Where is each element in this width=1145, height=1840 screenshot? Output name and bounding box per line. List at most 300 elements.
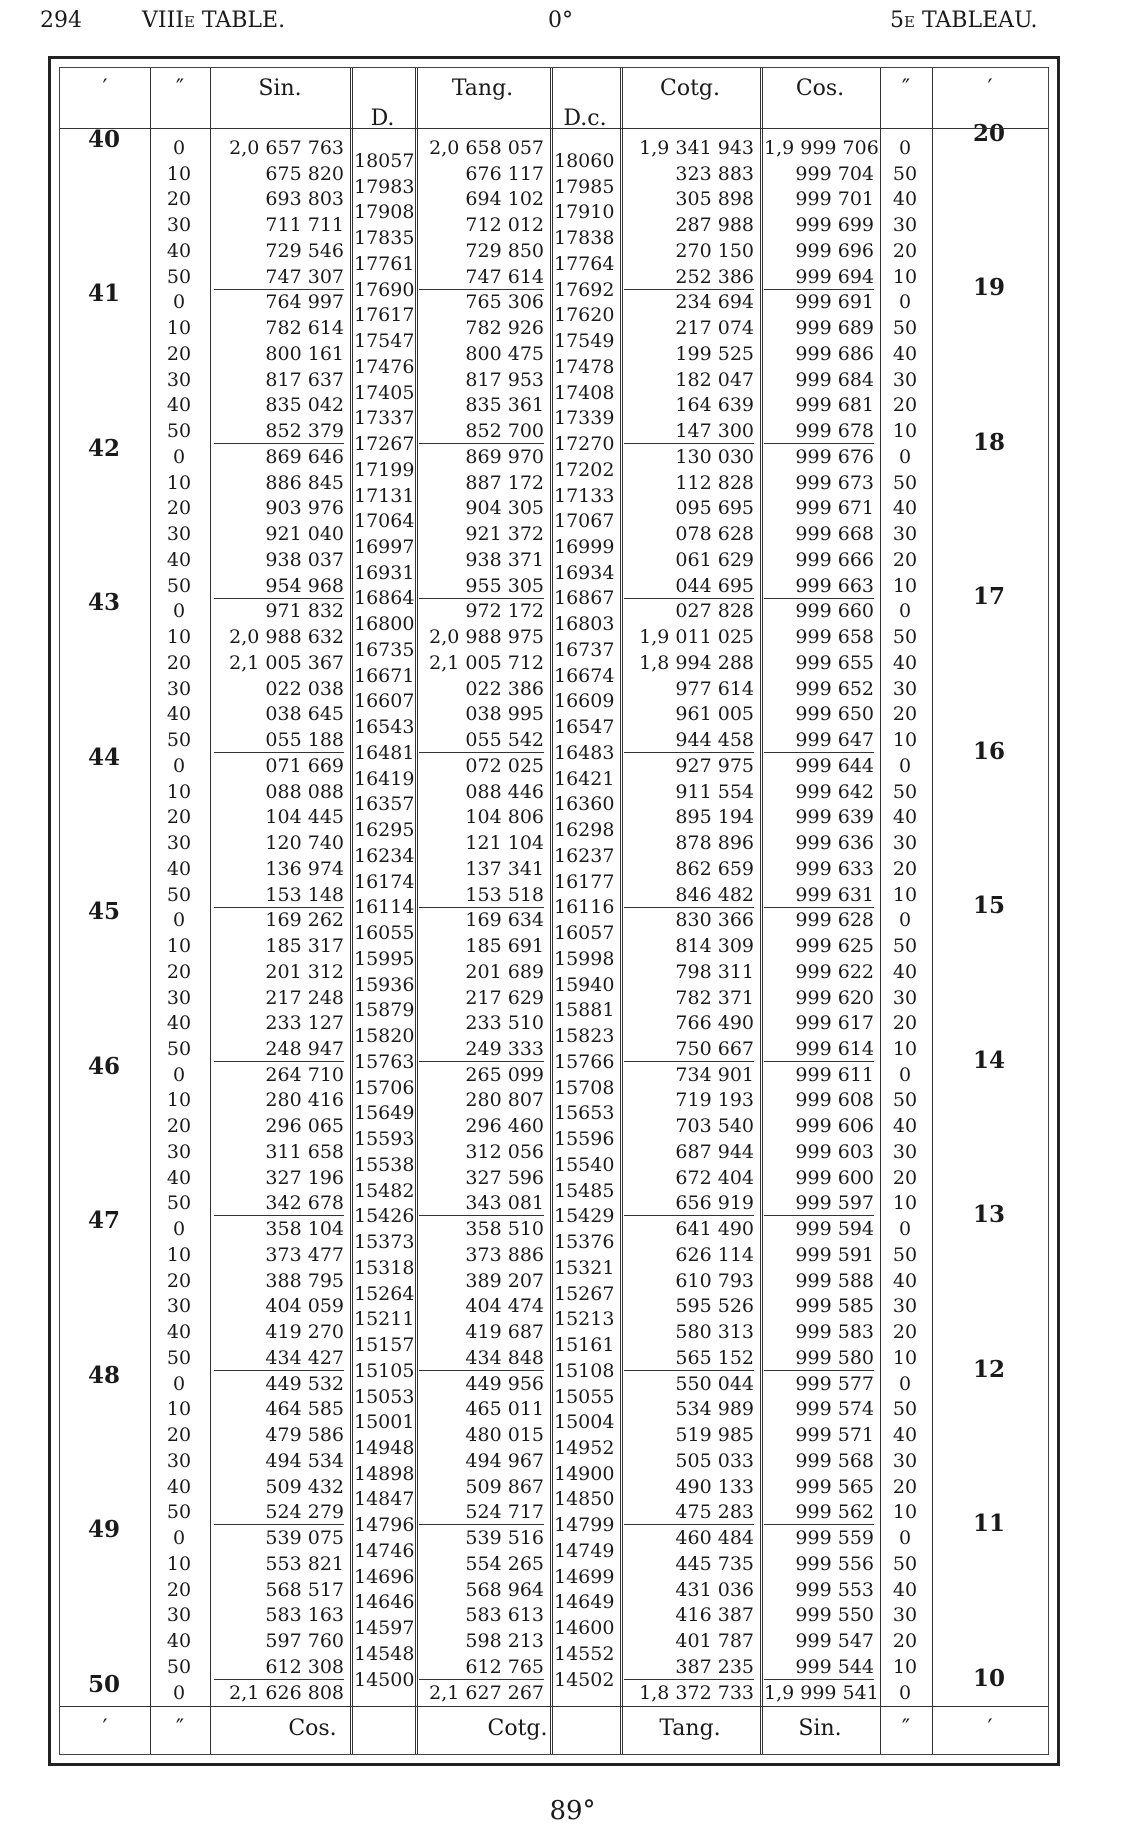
d-cell: 15706 [354, 1076, 415, 1099]
seconds-right-cell: 30 [892, 214, 918, 237]
dc-cell: 14600 [554, 1617, 615, 1640]
dc-cell: 14699 [554, 1565, 615, 1588]
tang-cell: 327 596 [465, 1166, 544, 1189]
seconds-cell: 10 [166, 780, 192, 803]
tang-cell: 729 850 [465, 239, 544, 262]
seconds-cell: 0 [172, 1681, 186, 1704]
dc-cell: 17692 [554, 278, 615, 301]
dc-cell: 14850 [554, 1488, 615, 1511]
tang-cell: 201 689 [465, 960, 544, 983]
seconds-right-cell: 40 [892, 1578, 918, 1601]
column-header: Cotg. [660, 76, 720, 101]
cotg-cell: 565 152 [624, 1346, 754, 1371]
cotg-cell: 199 525 [675, 342, 754, 365]
sin-cell: 088 088 [265, 780, 344, 803]
sin-cell: 597 760 [265, 1630, 344, 1653]
seconds-cell: 10 [166, 1243, 192, 1266]
seconds-cell: 10 [166, 162, 192, 185]
tang-cell: 449 956 [465, 1372, 544, 1395]
dc-cell: 14502 [554, 1668, 615, 1691]
d-cell: 17908 [354, 201, 415, 224]
d-cell: 16997 [354, 536, 415, 558]
degree-right-label: 15 [972, 892, 1005, 920]
d-cell: 17617 [354, 304, 415, 327]
dc-cell: 15596 [554, 1128, 615, 1151]
tang-cell: 296 460 [465, 1115, 544, 1138]
dc-cell: 17408 [554, 381, 615, 404]
dc-cell: 17478 [554, 355, 615, 378]
cos-cell: 999 606 [795, 1115, 874, 1138]
cotg-cell: 305 898 [675, 188, 754, 211]
cotg-cell: 095 695 [675, 497, 754, 520]
tang-cell: 524 717 [419, 1500, 544, 1525]
d-cell: 15001 [354, 1411, 415, 1434]
sin-cell: 327 196 [265, 1166, 344, 1189]
seconds-right-cell: 0 [898, 909, 912, 932]
table-rows [60, 68, 1048, 1754]
cotg-cell: 044 695 [624, 574, 754, 599]
column-footer: Tang. [659, 1716, 721, 1741]
tang-cell: 2,1 005 712 [429, 651, 544, 674]
tang-cell: 169 634 [465, 909, 544, 932]
sin-cell: 071 669 [265, 754, 344, 777]
seconds-cell: 20 [166, 1578, 192, 1601]
cotg-cell: 750 667 [624, 1037, 754, 1062]
seconds-right-cell: 30 [892, 986, 918, 1009]
d-cell: 16234 [354, 844, 415, 867]
seconds-right-cell: 40 [892, 806, 918, 829]
cos-cell: 999 617 [795, 1012, 874, 1035]
sin-cell: 553 821 [265, 1552, 344, 1575]
cotg-cell: 626 114 [675, 1243, 754, 1266]
dc-cell: 14900 [554, 1462, 615, 1485]
seconds-cell: 20 [166, 806, 192, 829]
d-cell: 16174 [354, 870, 415, 893]
d-cell: 15053 [354, 1385, 415, 1408]
d-cell: 14646 [354, 1591, 415, 1614]
seconds-right-cell: 50 [892, 1552, 918, 1575]
column-footer: Cos. [288, 1716, 337, 1741]
cotg-cell: 1,8 994 288 [639, 651, 754, 674]
cos-cell: 1,9 999 541 [764, 1681, 879, 1704]
cotg-cell: 550 044 [675, 1372, 754, 1395]
cotg-cell: 944 458 [624, 728, 754, 753]
d-cell: 16543 [354, 716, 415, 739]
column-header: Sin. [258, 76, 302, 101]
sin-cell: 568 517 [265, 1578, 344, 1601]
d-cell: 18057 [354, 149, 415, 172]
seconds-cell: 20 [166, 342, 192, 365]
cotg-cell: 687 944 [675, 1140, 754, 1163]
sin-cell: 419 270 [265, 1321, 344, 1344]
cos-cell: 999 701 [795, 188, 874, 211]
tang-cell: 373 886 [465, 1243, 544, 1266]
tang-cell: 554 265 [465, 1552, 544, 1575]
sin-cell: 120 740 [265, 832, 344, 855]
seconds-right-cell: 20 [892, 548, 918, 571]
sin-cell: 2,0 988 632 [229, 626, 344, 649]
sin-cell: 852 379 [214, 419, 344, 444]
tang-cell: 568 964 [465, 1578, 544, 1601]
cotg-cell: 672 404 [675, 1166, 754, 1189]
seconds-cell: 40 [166, 548, 192, 571]
cos-cell: 999 625 [795, 935, 874, 958]
seconds-cell: 10 [166, 626, 192, 649]
sin-cell: 022 038 [265, 677, 344, 700]
seconds-right-cell: 0 [898, 1527, 912, 1550]
cos-cell: 999 591 [795, 1243, 874, 1266]
cos-cell: 999 671 [795, 497, 874, 520]
cotg-cell: 862 659 [675, 857, 754, 880]
dc-cell: 14799 [554, 1514, 615, 1537]
seconds-right-cell: 0 [898, 1372, 912, 1395]
d-cell: 17199 [354, 458, 415, 481]
sin-cell: 388 795 [265, 1269, 344, 1292]
seconds-right-cell: 30 [892, 677, 918, 700]
d-cell: 17690 [354, 278, 415, 301]
dc-cell: 16934 [554, 561, 615, 584]
dc-cell: 16803 [554, 613, 615, 636]
seconds-right-cell: 40 [892, 960, 918, 983]
sin-cell: 747 307 [214, 265, 344, 290]
seconds-cell: 30 [166, 1140, 192, 1163]
tang-cell: 233 510 [465, 1012, 544, 1035]
seconds-right-cell: 0 [898, 600, 912, 623]
sin-cell: 358 104 [265, 1218, 344, 1241]
seconds-cell: 30 [166, 677, 192, 700]
tang-cell: 494 967 [465, 1449, 544, 1472]
cos-cell: 999 620 [795, 986, 874, 1009]
sin-cell: 479 586 [265, 1424, 344, 1447]
cotg-cell: 534 989 [675, 1398, 754, 1421]
degree-right-label: 12 [972, 1355, 1005, 1383]
tang-cell: 765 306 [465, 291, 544, 314]
cos-cell: 999 689 [795, 317, 874, 340]
dc-cell: 17910 [554, 201, 615, 224]
seconds-right-cell: 40 [892, 1269, 918, 1292]
dc-cell: 17764 [554, 252, 615, 275]
tang-cell: 121 104 [465, 832, 544, 855]
tang-cell: 509 867 [465, 1475, 544, 1498]
d-cell: 17547 [354, 330, 415, 353]
center-title: 0° [548, 8, 573, 33]
d-cell: 15593 [354, 1128, 415, 1151]
dc-cell: 17133 [554, 484, 615, 507]
tang-cell: 869 970 [465, 445, 544, 468]
seconds-cell: 0 [172, 1527, 186, 1550]
dc-cell: 16177 [554, 870, 615, 893]
cotg-cell: 401 787 [675, 1630, 754, 1653]
seconds-cell: 0 [172, 1372, 186, 1395]
dc-cell: 18060 [554, 149, 615, 172]
dc-cell: 15653 [554, 1102, 615, 1125]
seconds-cell: 10 [166, 1552, 192, 1575]
dc-cell: 17067 [554, 510, 615, 533]
seconds-cell: 10 [166, 935, 192, 958]
cotg-cell: 734 901 [675, 1063, 754, 1086]
cos-cell: 999 628 [795, 909, 874, 932]
cos-cell: 999 577 [795, 1372, 874, 1395]
column-divider [760, 68, 763, 1754]
cos-cell: 999 704 [795, 162, 874, 185]
seconds-right-cell: 10 [892, 420, 918, 443]
tang-cell: 817 953 [465, 368, 544, 391]
seconds-right-cell: 0 [898, 445, 912, 468]
d-cell: 14847 [354, 1488, 415, 1511]
dc-cell: 16999 [554, 536, 615, 558]
d-cell: 14500 [354, 1668, 415, 1691]
tang-cell: 280 807 [465, 1089, 544, 1112]
seconds-cell: 50 [166, 574, 192, 597]
sin-cell: 104 445 [265, 806, 344, 829]
seconds-cell: 50 [166, 729, 192, 752]
cos-cell: 999 550 [795, 1604, 874, 1627]
d-cell: 16607 [354, 690, 415, 713]
right-title: 5e TABLEAU. [890, 8, 1038, 33]
cos-cell: 999 633 [795, 857, 874, 880]
d-cell: 17267 [354, 433, 415, 456]
d-cell: 15538 [354, 1153, 415, 1176]
seconds-right-cell: 20 [892, 703, 918, 726]
column-divider [350, 68, 353, 1754]
seconds-right-cell: 50 [892, 317, 918, 340]
sin-cell: 693 803 [265, 188, 344, 211]
tang-cell: 747 614 [419, 265, 544, 290]
tang-cell: 583 613 [465, 1604, 544, 1627]
seconds-cell: 50 [166, 883, 192, 906]
seconds-cell: 0 [172, 909, 186, 932]
sin-cell: 711 711 [265, 214, 344, 237]
degree-right-label: 16 [972, 737, 1005, 765]
tang-cell: 055 542 [419, 728, 544, 753]
bottom-title: 89° [549, 1796, 596, 1826]
seconds-right-cell: 10 [892, 1346, 918, 1369]
dc-cell: 14649 [554, 1591, 615, 1614]
sin-cell: 404 059 [265, 1295, 344, 1318]
sin-cell: 280 416 [265, 1089, 344, 1112]
d-cell: 15426 [354, 1205, 415, 1228]
dc-cell: 15766 [554, 1050, 615, 1073]
seconds-right-cell: 20 [892, 1475, 918, 1498]
column-divider [150, 68, 151, 1754]
dc-cell: 17985 [554, 175, 615, 198]
tang-cell: 419 687 [465, 1321, 544, 1344]
seconds-right-cell: 30 [892, 368, 918, 391]
tang-cell: 887 172 [465, 471, 544, 494]
dc-cell: 15485 [554, 1179, 615, 1202]
d-cell: 15763 [354, 1050, 415, 1073]
degree-left-label: 43 [87, 589, 120, 617]
d-cell: 16419 [354, 767, 415, 790]
seconds-cell: 20 [166, 960, 192, 983]
cos-cell: 999 639 [795, 806, 874, 829]
cos-cell: 999 673 [795, 471, 874, 494]
d-cell: 14898 [354, 1462, 415, 1485]
degree-left-label: 45 [87, 898, 120, 926]
dc-cell: 17838 [554, 227, 615, 250]
degree-left-label: 48 [87, 1361, 120, 1389]
seconds-right-cell: 40 [892, 188, 918, 211]
cos-cell: 999 663 [764, 574, 874, 599]
cotg-cell: 610 793 [675, 1269, 754, 1292]
d-cell: 15820 [354, 1025, 415, 1048]
seconds-right-cell: 30 [892, 523, 918, 546]
tang-cell: 852 700 [419, 419, 544, 444]
sin-cell: 201 312 [265, 960, 344, 983]
seconds-cell: 0 [172, 445, 186, 468]
cotg-cell: 895 194 [675, 806, 754, 829]
degree-left-label: 49 [87, 1516, 120, 1544]
tang-cell: 217 629 [465, 986, 544, 1009]
seconds-cell: 30 [166, 368, 192, 391]
d-cell: 16295 [354, 819, 415, 842]
dc-cell: 15321 [554, 1256, 615, 1279]
cos-cell: 999 588 [795, 1269, 874, 1292]
d-cell: 15264 [354, 1282, 415, 1305]
seconds-right-cell: 20 [892, 1630, 918, 1653]
cos-cell: 999 684 [795, 368, 874, 391]
column-header: Cos. [795, 76, 845, 101]
d-cell: 15318 [354, 1256, 415, 1279]
degree-left-label: 41 [87, 280, 120, 308]
sin-cell: 509 432 [265, 1475, 344, 1498]
d-cell: 17337 [354, 407, 415, 430]
cos-cell: 999 553 [795, 1578, 874, 1601]
cotg-cell: 719 193 [675, 1089, 754, 1112]
cos-cell: 999 647 [764, 728, 874, 753]
sin-cell: 903 976 [265, 497, 344, 520]
cotg-cell: 112 828 [675, 471, 754, 494]
seconds-cell: 30 [166, 832, 192, 855]
seconds-cell: 30 [166, 214, 192, 237]
sin-cell: 729 546 [265, 239, 344, 262]
seconds-right-cell: 0 [898, 137, 912, 159]
seconds-cell: 50 [166, 1655, 192, 1678]
column-divider [880, 68, 881, 1754]
d-cell: 14948 [354, 1437, 415, 1459]
d-cell: 16800 [354, 613, 415, 636]
cotg-cell: 182 047 [675, 368, 754, 391]
sin-cell: 2,1 626 808 [229, 1681, 344, 1704]
column-divider [550, 68, 553, 1754]
sin-cell: 373 477 [265, 1243, 344, 1266]
seconds-right-cell: 30 [892, 1295, 918, 1318]
d-cell: 16931 [354, 561, 415, 584]
tang-cell: 800 475 [465, 342, 544, 365]
d-cell: 15879 [354, 999, 415, 1022]
seconds-right-cell: 0 [898, 1063, 912, 1086]
cos-cell: 999 694 [764, 265, 874, 290]
seconds-right-cell: 10 [892, 1655, 918, 1678]
tang-cell: 404 474 [465, 1295, 544, 1318]
dc-cell: 16057 [554, 922, 615, 945]
footer-rule [60, 1706, 1048, 1707]
tang-cell: 249 333 [419, 1037, 544, 1062]
cos-cell: 999 622 [795, 960, 874, 983]
tang-cell: 104 806 [465, 806, 544, 829]
cos-cell: 999 686 [795, 342, 874, 365]
cotg-cell: 061 629 [675, 548, 754, 571]
seconds-cell: 40 [166, 239, 192, 262]
cotg-cell: 927 975 [675, 754, 754, 777]
cotg-cell: 830 366 [675, 909, 754, 932]
sin-cell: 464 585 [265, 1398, 344, 1421]
sin-cell: 971 832 [265, 600, 344, 623]
d-cell: 17983 [354, 175, 415, 198]
sin-cell: 248 947 [214, 1037, 344, 1062]
cotg-cell: 445 735 [675, 1552, 754, 1575]
cos-cell: 999 658 [795, 626, 874, 649]
d-cell: 15373 [354, 1231, 415, 1254]
degree-right-label: 20 [972, 120, 1005, 147]
tang-cell: 938 371 [465, 548, 544, 571]
seconds-right-cell: 0 [898, 754, 912, 777]
seconds-right-cell: 50 [892, 1089, 918, 1112]
dc-cell: 16674 [554, 664, 615, 687]
sin-cell: 869 646 [265, 445, 344, 468]
seconds-cell: 50 [166, 1192, 192, 1215]
seconds-cell: 20 [166, 497, 192, 520]
seconds-right-cell: 50 [892, 1243, 918, 1266]
column-footer: Sin. [798, 1716, 842, 1741]
dc-cell: 14749 [554, 1539, 615, 1562]
seconds-cell: 10 [166, 1398, 192, 1421]
cos-cell: 999 608 [795, 1089, 874, 1112]
tang-cell: 022 386 [465, 677, 544, 700]
tang-cell: 343 081 [419, 1191, 544, 1216]
cos-cell: 999 650 [795, 703, 874, 726]
seconds-cell: 50 [166, 1037, 192, 1060]
seconds-cell: 0 [172, 291, 186, 314]
cos-cell: 999 691 [795, 291, 874, 314]
cotg-cell: 656 919 [624, 1191, 754, 1216]
seconds-cell: 40 [166, 1630, 192, 1653]
cotg-cell: 164 639 [675, 394, 754, 417]
sin-cell: 449 532 [265, 1372, 344, 1395]
sin-cell: 153 148 [214, 883, 344, 908]
tang-cell: 835 361 [465, 394, 544, 417]
column-header: D.c. [563, 106, 607, 131]
cotg-cell: 519 985 [675, 1424, 754, 1447]
seconds-cell: 20 [166, 1115, 192, 1138]
seconds-cell: 40 [166, 1012, 192, 1035]
seconds-right-cell: 10 [892, 883, 918, 906]
d-cell: 16671 [354, 664, 415, 687]
d-cell: 15995 [354, 947, 415, 970]
sin-cell: 954 968 [214, 574, 344, 599]
sin-cell: 311 658 [265, 1140, 344, 1163]
cos-cell: 999 571 [795, 1424, 874, 1447]
d-cell: 15649 [354, 1102, 415, 1125]
column-header: ″ [175, 76, 185, 101]
cos-cell: 999 678 [764, 419, 874, 444]
seconds-right-cell: 40 [892, 1115, 918, 1138]
d-cell: 15157 [354, 1334, 415, 1357]
tang-cell: 612 765 [419, 1655, 544, 1680]
seconds-cell: 50 [166, 1346, 192, 1369]
cotg-cell: 782 371 [675, 986, 754, 1009]
cos-cell: 999 574 [795, 1398, 874, 1421]
d-cell: 15105 [354, 1359, 415, 1382]
sin-cell: 938 037 [265, 548, 344, 571]
sin-cell: 055 188 [214, 728, 344, 753]
sin-cell: 612 308 [214, 1655, 344, 1680]
seconds-cell: 30 [166, 523, 192, 546]
seconds-cell: 40 [166, 857, 192, 880]
dc-cell: 16609 [554, 690, 615, 713]
cotg-cell: 977 614 [675, 677, 754, 700]
sin-cell: 169 262 [265, 909, 344, 932]
